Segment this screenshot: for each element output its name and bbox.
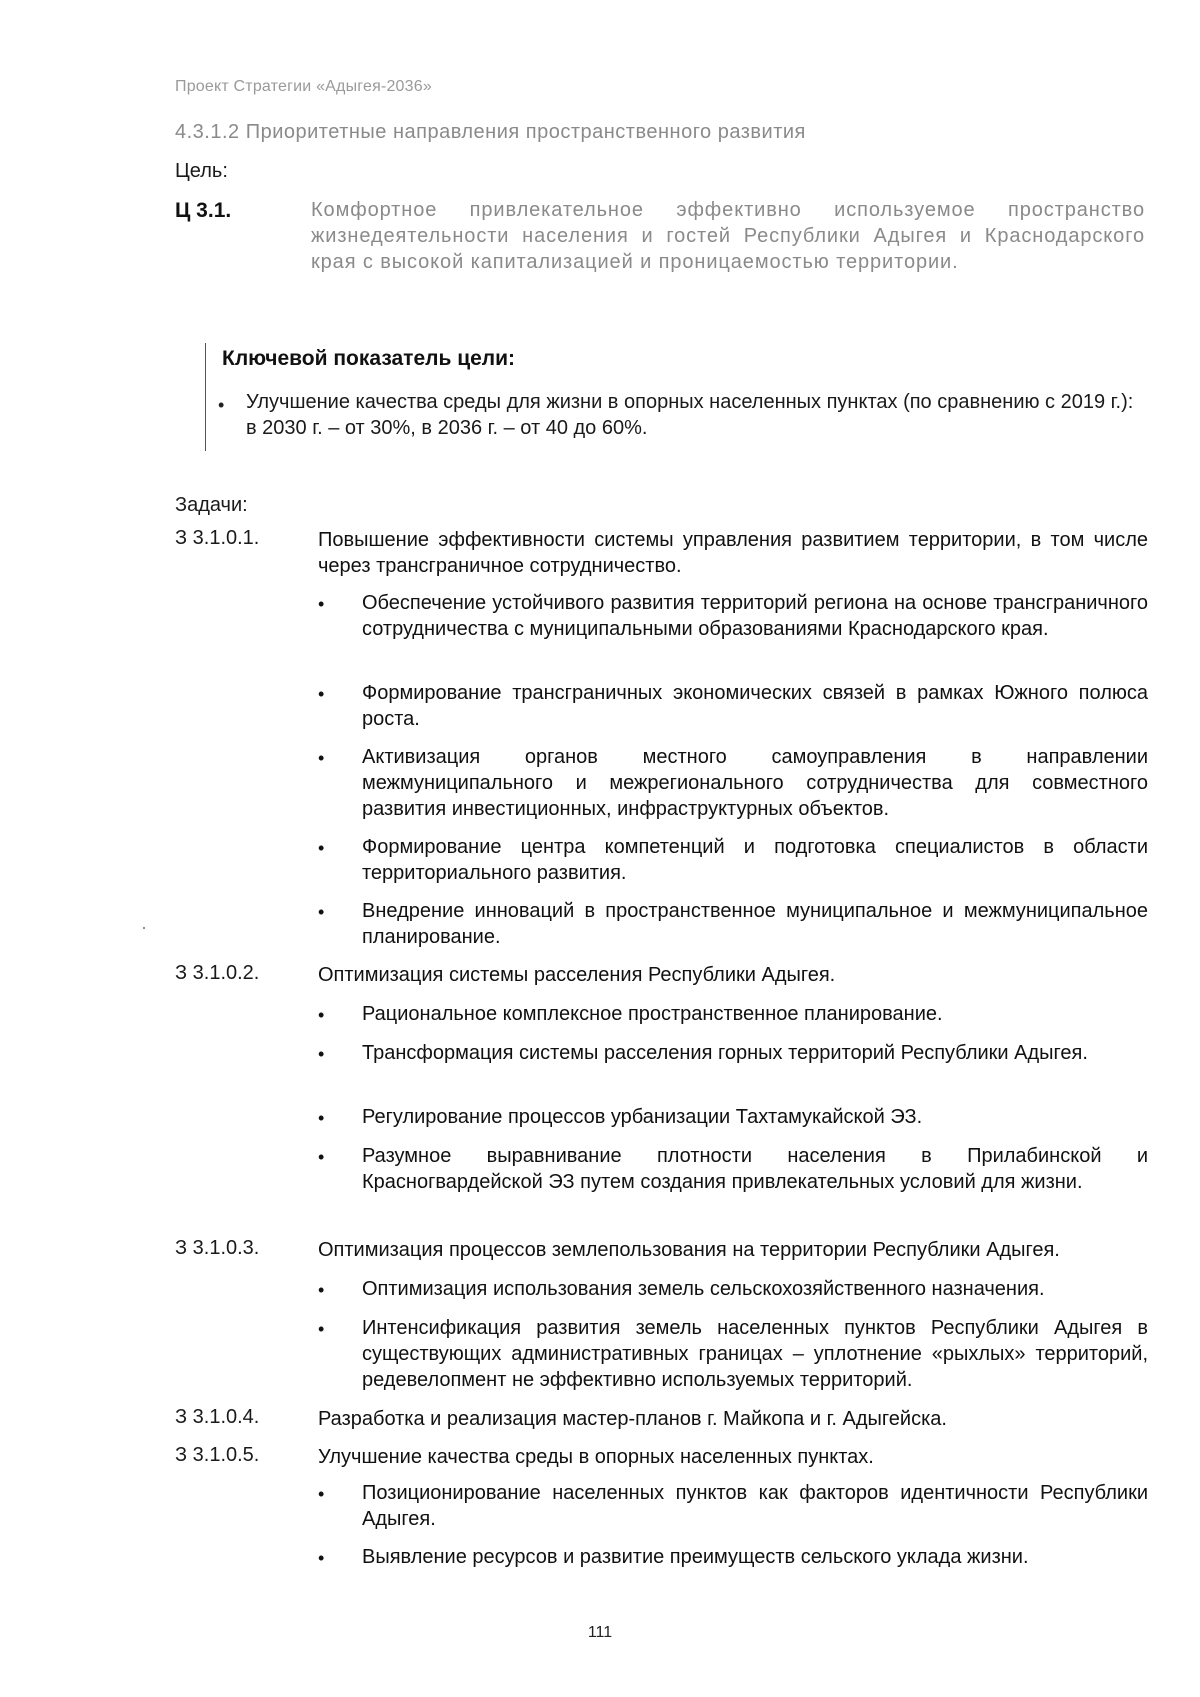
bullet-icon: • (318, 1280, 325, 1300)
task-bullet: Обеспечение устойчивого развития территорий региона на основе трансграничного сотрудничества с муниципальными образованиями Краснодарского края. (362, 592, 1148, 640)
task-code: З 3.1.0.4. (175, 1406, 260, 1428)
bullet-icon: • (318, 1548, 325, 1568)
tasks-label: Задачи: (175, 494, 248, 516)
bullet-icon: • (318, 748, 325, 768)
task-text: Разработка и реализация мастер-планов г. Майкопа и г. Адыгейска. (318, 1408, 947, 1430)
task-text: Повышение эффективности системы управления развитием территории, в том числе через трансграничное сотрудничество. (318, 529, 1148, 577)
task-bullet: Позиционирование населенных пунктов как факторов идентичности Республики Адыгея. (362, 1482, 1148, 1530)
running-header: Проект Стратегии «Адыгея-2036» (175, 78, 432, 95)
bullet-icon: • (318, 902, 325, 922)
task-bullet: Активизация органов местного самоуправления в направлении межмуниципального и межрегионального сотрудничества для совместного развития инвестиционных, инфраструктурных объектов. (362, 746, 1148, 820)
task-bullet: Формирование трансграничных экономических связей в рамках Южного полюса роста. (362, 682, 1148, 730)
bullet-icon: • (318, 594, 325, 614)
page-number: 111 (587, 1624, 613, 1641)
task-text: Оптимизация системы расселения Республики Адыгея. (318, 964, 836, 986)
bullet-icon: • (318, 1108, 325, 1128)
task-bullet: Трансформация системы расселения горных территорий Республики Адыгея. (362, 1042, 1088, 1064)
task-bullet: Формирование центра компетенций и подготовка специалистов в области территориального развития. (362, 836, 1148, 884)
goal-code: Ц 3.1. (175, 199, 232, 222)
task-code: З 3.1.0.3. (175, 1237, 260, 1259)
task-text: Улучшение качества среды в опорных населенных пунктах. (318, 1446, 874, 1468)
task-code: З 3.1.0.5. (175, 1444, 260, 1466)
bullet-icon: • (318, 838, 325, 858)
task-bullet: Интенсификация развития земель населенных пунктов Республики Адыгея в существующих административных границах – уплотнение «рыхлых» территорий, редевелопмент не эффективно используемых территорий. (362, 1317, 1148, 1391)
section-heading: 4.3.1.2 Приоритетные направления пространственного развития (175, 121, 806, 143)
kpi-text: Улучшение качества среды для жизни в опорных населенных пунктах (по сравнению с 2019 г.): в 2030 г. – от 30%, в 2036 г. – от 40 до 60%. (246, 391, 1134, 439)
goal-label: Цель: (175, 160, 228, 182)
task-code: З 3.1.0.1. (175, 527, 260, 549)
bullet-icon: • (318, 1147, 325, 1167)
bullet-icon: • (318, 1484, 325, 1504)
bullet-icon: • (318, 684, 325, 704)
task-bullet: Внедрение инноваций в пространственное муниципальное и межмуниципальное планирование. (362, 900, 1148, 948)
kpi-title: Ключевой показатель цели: (222, 347, 516, 370)
task-text: Оптимизация процессов землепользования на территории Республики Адыгея. (318, 1239, 1060, 1261)
bullet-icon: • (318, 1044, 325, 1064)
task-code: З 3.1.0.2. (175, 962, 260, 984)
task-bullet: Рациональное комплексное пространственное планирование. (362, 1003, 943, 1025)
task-bullet: Разумное выравнивание плотности населения в Прилабинской и Красногвардейской ЭЗ путем создания привлекательных условий для жизни. (362, 1145, 1148, 1193)
kpi-box (205, 343, 1151, 451)
bullet-icon: • (318, 1005, 325, 1025)
task-bullet: Регулирование процессов урбанизации Тахтамукайской ЭЗ. (362, 1106, 923, 1128)
task-bullet: Выявление ресурсов и развитие преимуществ сельского уклада жизни. (362, 1546, 1029, 1568)
task-bullet: Оптимизация использования земель сельскохозяйственного назначения. (362, 1278, 1045, 1300)
bullet-icon: • (318, 1319, 325, 1339)
stray-mark (143, 927, 145, 929)
bullet-icon: • (218, 395, 225, 415)
goal-text: Комфортное привлекательное эффективно используемое пространство жизнедеятельности населения и гостей Республики Адыгея и Краснодарского края с высокой капитализацией и проницаемостью территории. (311, 199, 1145, 273)
